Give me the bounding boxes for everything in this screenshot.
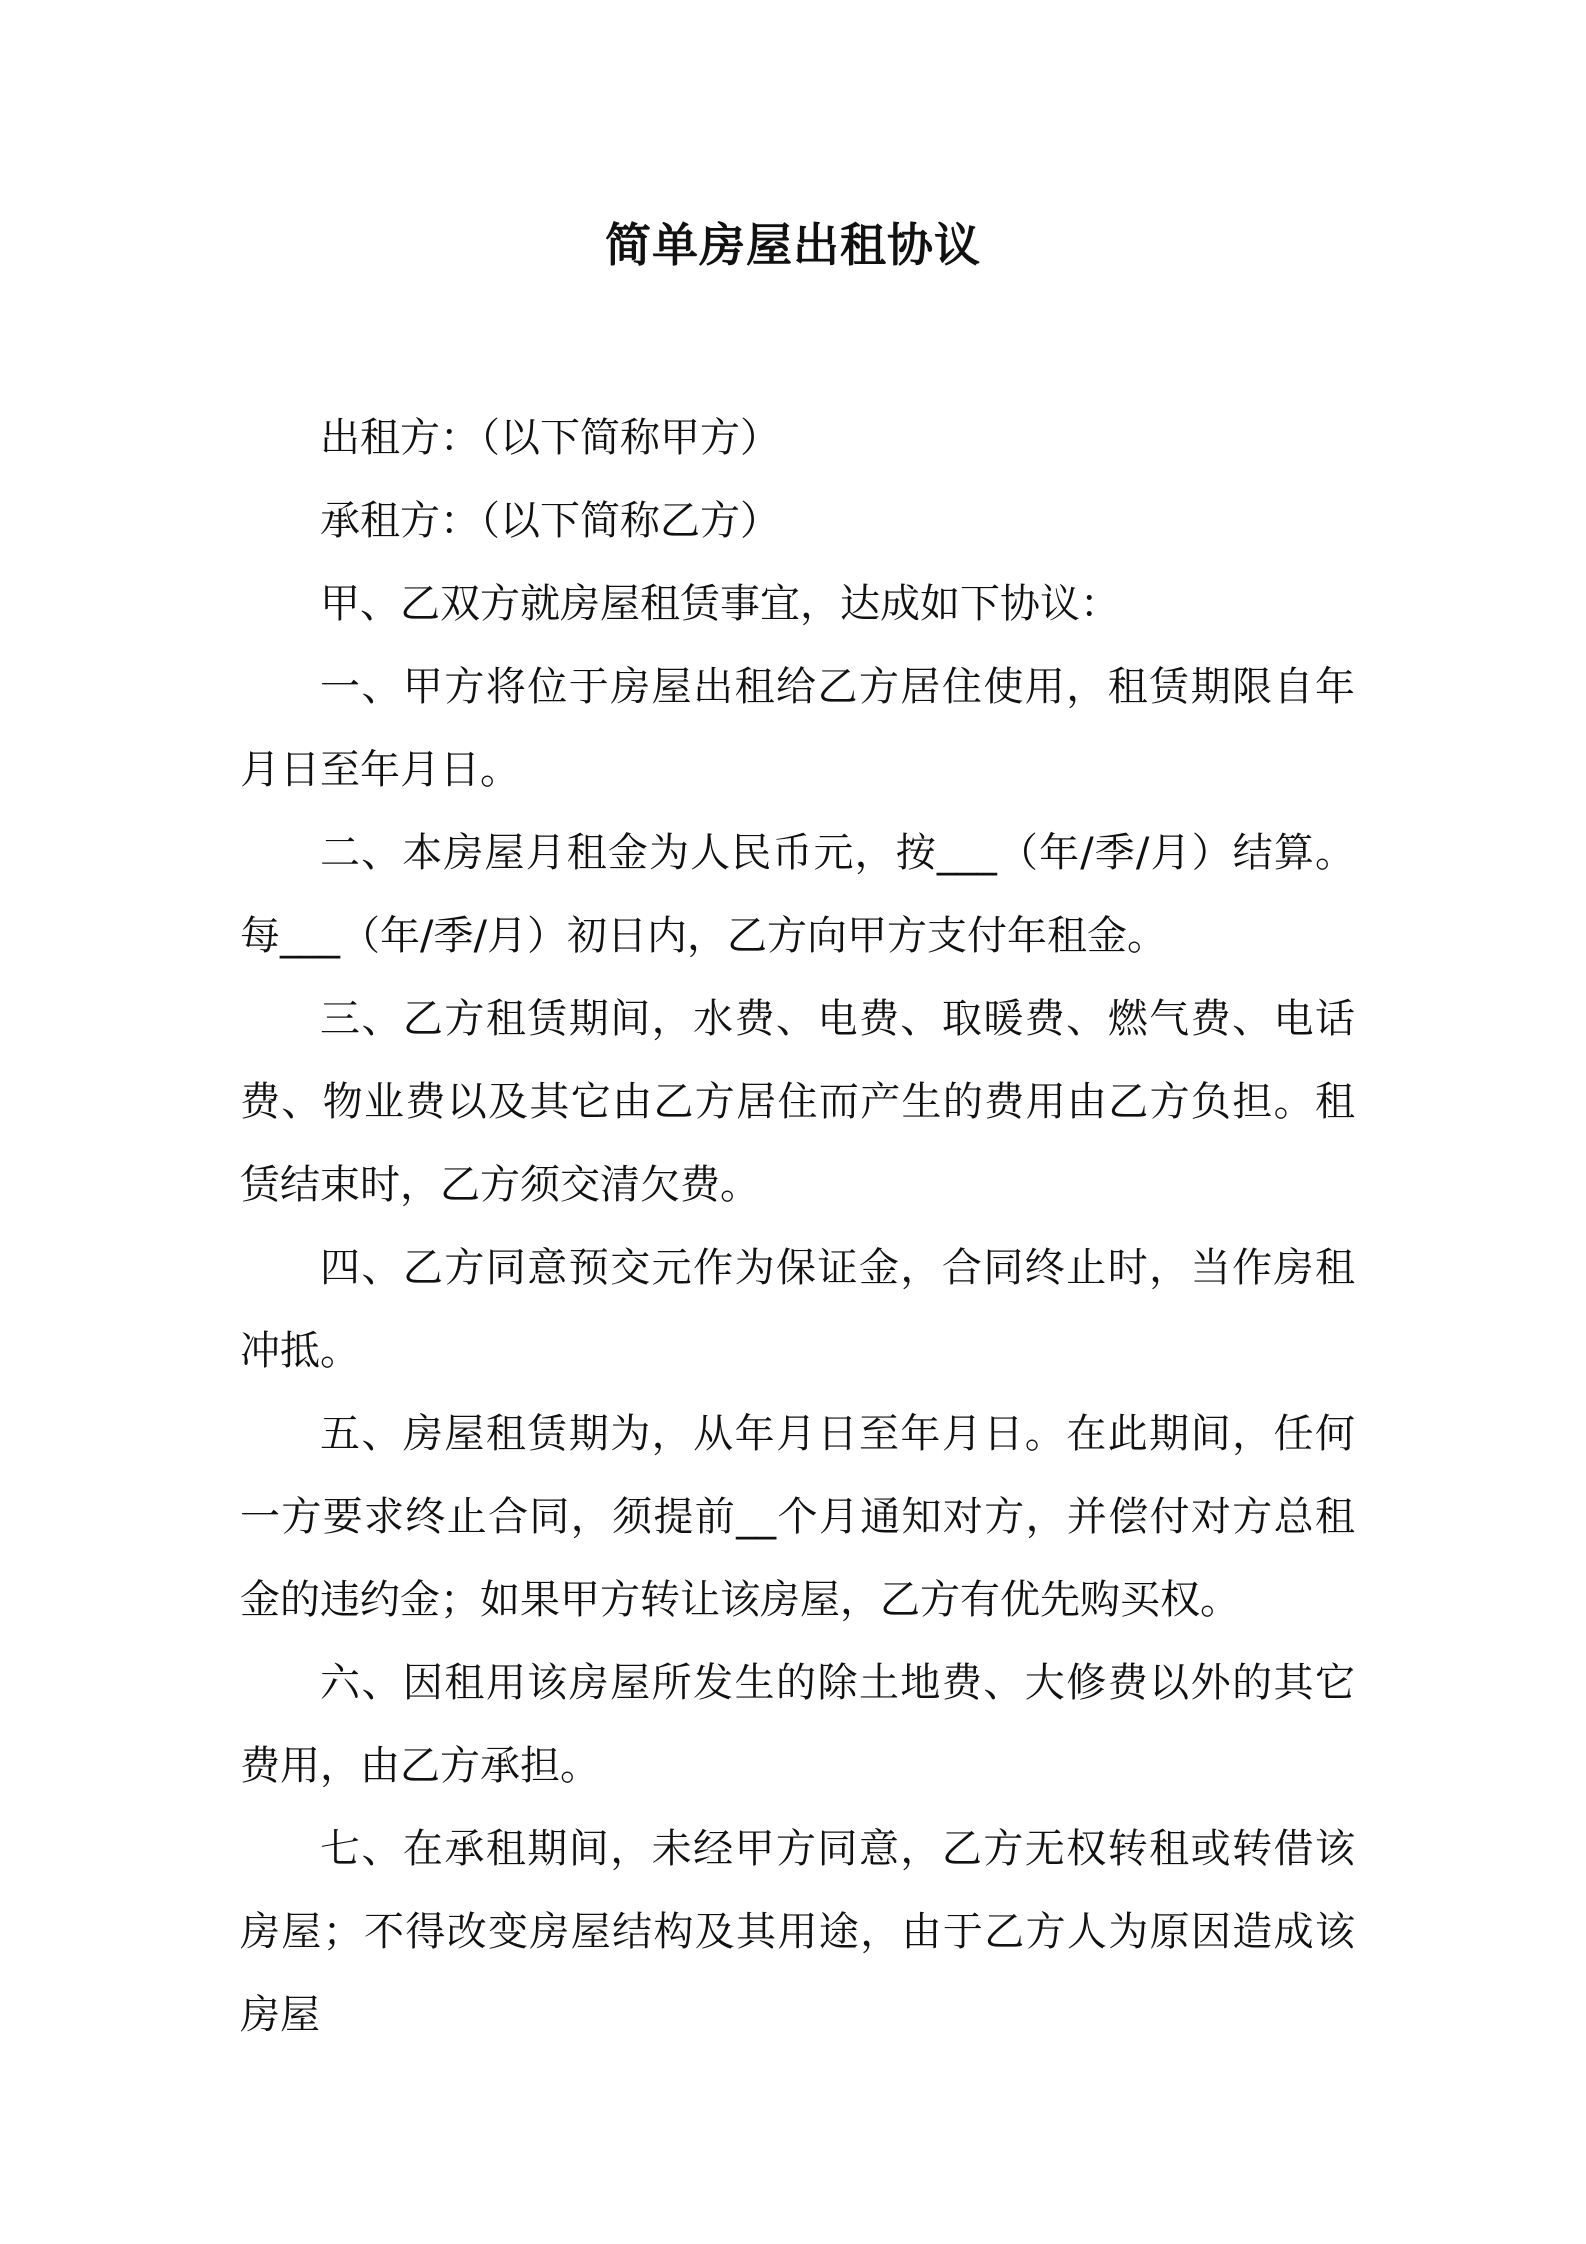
paragraph-lessee: 承租方：（以下简称乙方） bbox=[320, 498, 780, 544]
clause-2: 二、本房屋月租金为人民币元，按___（年/季/月）结算。每___（年/季/月）初日内，乙方向甲方支付年租金。 bbox=[240, 830, 1355, 959]
document-title: 简单房屋出租协议 bbox=[605, 218, 981, 272]
clause-4: 四、乙方同意预交元作为保证金，合同终止时，当作房租冲抵。 bbox=[240, 1245, 1355, 1374]
clause-3: 三、乙方租赁期间，水费、电费、取暖费、燃气费、电话费、物业费以及其它由乙方居住而产生的费用由乙方负担。租赁结束时，乙方须交清欠费。 bbox=[240, 996, 1355, 1208]
clause-5: 五、房屋租赁期为，从年月日至年月日。在此期间，任何一方要求终止合同，须提前__个月通知对方，并偿付对方总租金的违约金；如果甲方转让该房屋，乙方有优先购买权。 bbox=[240, 1411, 1355, 1623]
document-body bbox=[240, 397, 1355, 2057]
clause-1: 一、甲方将位于房屋出租给乙方居住使用，租赁期限自年月日至年月日。 bbox=[240, 664, 1355, 793]
clause-6: 六、因租用该房屋所发生的除土地费、大修费以外的其它费用，由乙方承担。 bbox=[240, 1660, 1355, 1789]
clause-7: 七、在承租期间，未经甲方同意，乙方无权转租或转借该房屋；不得改变房屋结构及其用途，由于乙方人为原因造成该房屋 bbox=[240, 1826, 1355, 2038]
paragraph-lessor: 出租方：（以下简称甲方） bbox=[320, 415, 780, 461]
paragraph-preamble: 甲、乙双方就房屋租赁事宜，达成如下协议： bbox=[320, 581, 1120, 627]
